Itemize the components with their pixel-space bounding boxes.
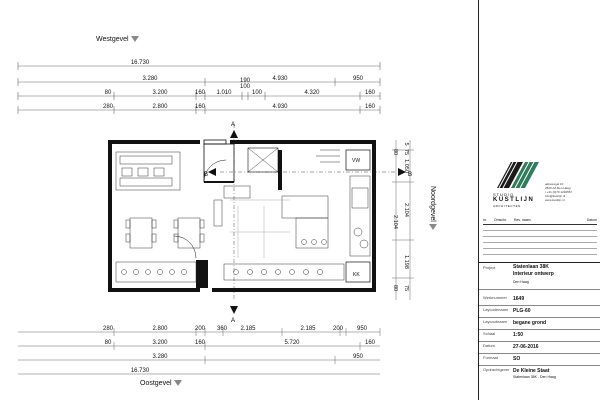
- dim-text: 2.800: [152, 104, 168, 110]
- dim-text: 200: [332, 326, 344, 332]
- dim-text: 160: [194, 340, 206, 346]
- dim-text: 160: [364, 340, 376, 346]
- dim-text: 3.280: [142, 76, 158, 82]
- revision-line: [483, 230, 597, 231]
- section-label-b-left: B: [204, 172, 209, 178]
- section-arrow-icon: [230, 130, 238, 138]
- dim-text: 2.104: [392, 215, 398, 229]
- section-label-a-bottom: A: [231, 318, 236, 324]
- dim-text: 360: [216, 326, 228, 332]
- dim-text: 1.050: [403, 159, 409, 173]
- tb-row-value: 1:50: [513, 332, 524, 338]
- firm-studio-text: STUDIO: [493, 192, 515, 197]
- tb-row-value: 1649: [513, 296, 525, 302]
- tb-row-value: PLG-60: [513, 308, 531, 314]
- dim-text: 160: [194, 104, 206, 110]
- tb-row-value: 27-06-2016: [513, 344, 539, 350]
- firm-address: [545, 182, 572, 202]
- dim-text: 80: [392, 284, 398, 292]
- dimension-texts-right: [392, 142, 409, 291]
- revision-line: [483, 248, 597, 249]
- dim-text: 16.730: [130, 60, 150, 66]
- dim-text: 4.320: [304, 90, 320, 96]
- project-city: Den Haag: [513, 280, 529, 284]
- dim-text: 950: [352, 76, 364, 82]
- dim-text: 280: [102, 326, 114, 332]
- tb-client-row: [479, 365, 600, 385]
- dim-text: 2.104: [403, 203, 409, 217]
- title-block-panel: [478, 0, 600, 400]
- tb-row-label: Formaat: [483, 355, 498, 360]
- tb-row-label: Schaal: [483, 331, 496, 336]
- building-walls: [108, 140, 376, 292]
- dim-text: 950: [356, 326, 368, 332]
- dim-text: 100: [251, 90, 263, 96]
- section-label-a-top: A: [231, 122, 236, 128]
- firm-name-text: KUSTLIJN: [493, 197, 535, 203]
- dim-text: 5: [403, 142, 409, 146]
- dim-text: 4.930: [272, 76, 288, 82]
- dim-text: 2.185: [240, 326, 256, 332]
- dim-text: 4.930: [272, 104, 288, 110]
- revision-col-omschr: Omschr.: [493, 218, 507, 222]
- room-label-kk: KK: [353, 272, 360, 278]
- dim-text: 3.200: [152, 90, 168, 96]
- client-name: De Kleine Staat: [513, 368, 550, 374]
- section-arrow-icon: [230, 306, 238, 314]
- view-triangle-icon: [429, 224, 437, 230]
- dim-text: 2.185: [300, 326, 316, 332]
- address-line: 2500 AA Den Haag: [545, 186, 571, 190]
- dim-text: 280: [102, 104, 114, 110]
- tb-row-label: Laycodenaam: [483, 307, 509, 312]
- dim-text: 160: [364, 90, 376, 96]
- project-title-2: Interieur ontwerp: [513, 271, 554, 277]
- dim-text: 80: [104, 90, 112, 96]
- dim-text: 190: [239, 78, 251, 84]
- tb-row-label: Laycoutnaam: [483, 319, 508, 324]
- east-elevation-text: Oostgevel: [140, 380, 172, 387]
- project-label: Project: [483, 265, 496, 270]
- tb-row-label: Datum: [483, 343, 495, 348]
- tb-row-label: Werknummer: [483, 295, 507, 300]
- revision-col-naam: Rev. naam: [513, 218, 531, 222]
- tb-project-row: [479, 263, 600, 290]
- dim-text: 5.720: [284, 340, 300, 346]
- address-line: info@kustlijn.nl: [545, 194, 566, 198]
- dim-text: 3.200: [152, 340, 168, 346]
- address-line: adresregel 10: [545, 182, 564, 186]
- dim-text: 1.010: [216, 90, 232, 96]
- dim-text: 2.800: [152, 326, 168, 332]
- dimension-lines-bottom: [18, 328, 380, 374]
- dim-text: 160: [194, 90, 206, 96]
- revision-line: [483, 236, 597, 237]
- section-arrow-icon: [208, 168, 216, 176]
- dim-text: 3.280: [152, 354, 168, 360]
- address-line: www.kustlijn.nl: [545, 198, 565, 202]
- dim-text: 75: [403, 284, 409, 292]
- firm-sub-text: ARCHITECTEN: [493, 204, 521, 208]
- revision-col-nr: nr.: [483, 218, 487, 222]
- room-label-vw: VW: [352, 158, 361, 164]
- dimension-texts-bottom: [103, 326, 376, 374]
- tb-row-value: begane grond: [513, 320, 547, 326]
- dim-text: 160: [364, 104, 376, 110]
- revision-header: [483, 218, 597, 225]
- section-markers: [204, 122, 412, 324]
- revision-line: [483, 254, 597, 255]
- studio-logo-icon: [493, 158, 543, 190]
- revision-line: [483, 242, 597, 243]
- dim-text: 950: [352, 354, 364, 360]
- dim-text: 100: [239, 84, 251, 90]
- dim-text: 75: [403, 148, 409, 156]
- dim-text: 80: [392, 148, 398, 156]
- client-label: Opdrachtgever: [483, 367, 510, 372]
- dim-text: 200: [194, 326, 206, 332]
- section-label-b-right: B: [408, 172, 413, 178]
- title-block: [479, 262, 600, 401]
- north-elevation-label: [429, 186, 437, 246]
- north-elevation-text: Noordgevel: [429, 186, 437, 222]
- tb-row-value: SO: [513, 356, 521, 362]
- address-line: t +31 (0)70 1234567: [545, 190, 573, 194]
- dim-text: 80: [104, 340, 112, 346]
- dim-text: 16.730: [130, 368, 150, 374]
- project-title-1: Statenlaan 38K: [513, 264, 549, 270]
- west-elevation-text: Westgevel: [96, 36, 129, 43]
- interior-furniture: [116, 150, 370, 282]
- dim-text: 1.198: [403, 255, 409, 269]
- revision-col-datum: Datum: [586, 218, 597, 222]
- client-address: Statenlaan 38K - Den Haag: [513, 375, 556, 379]
